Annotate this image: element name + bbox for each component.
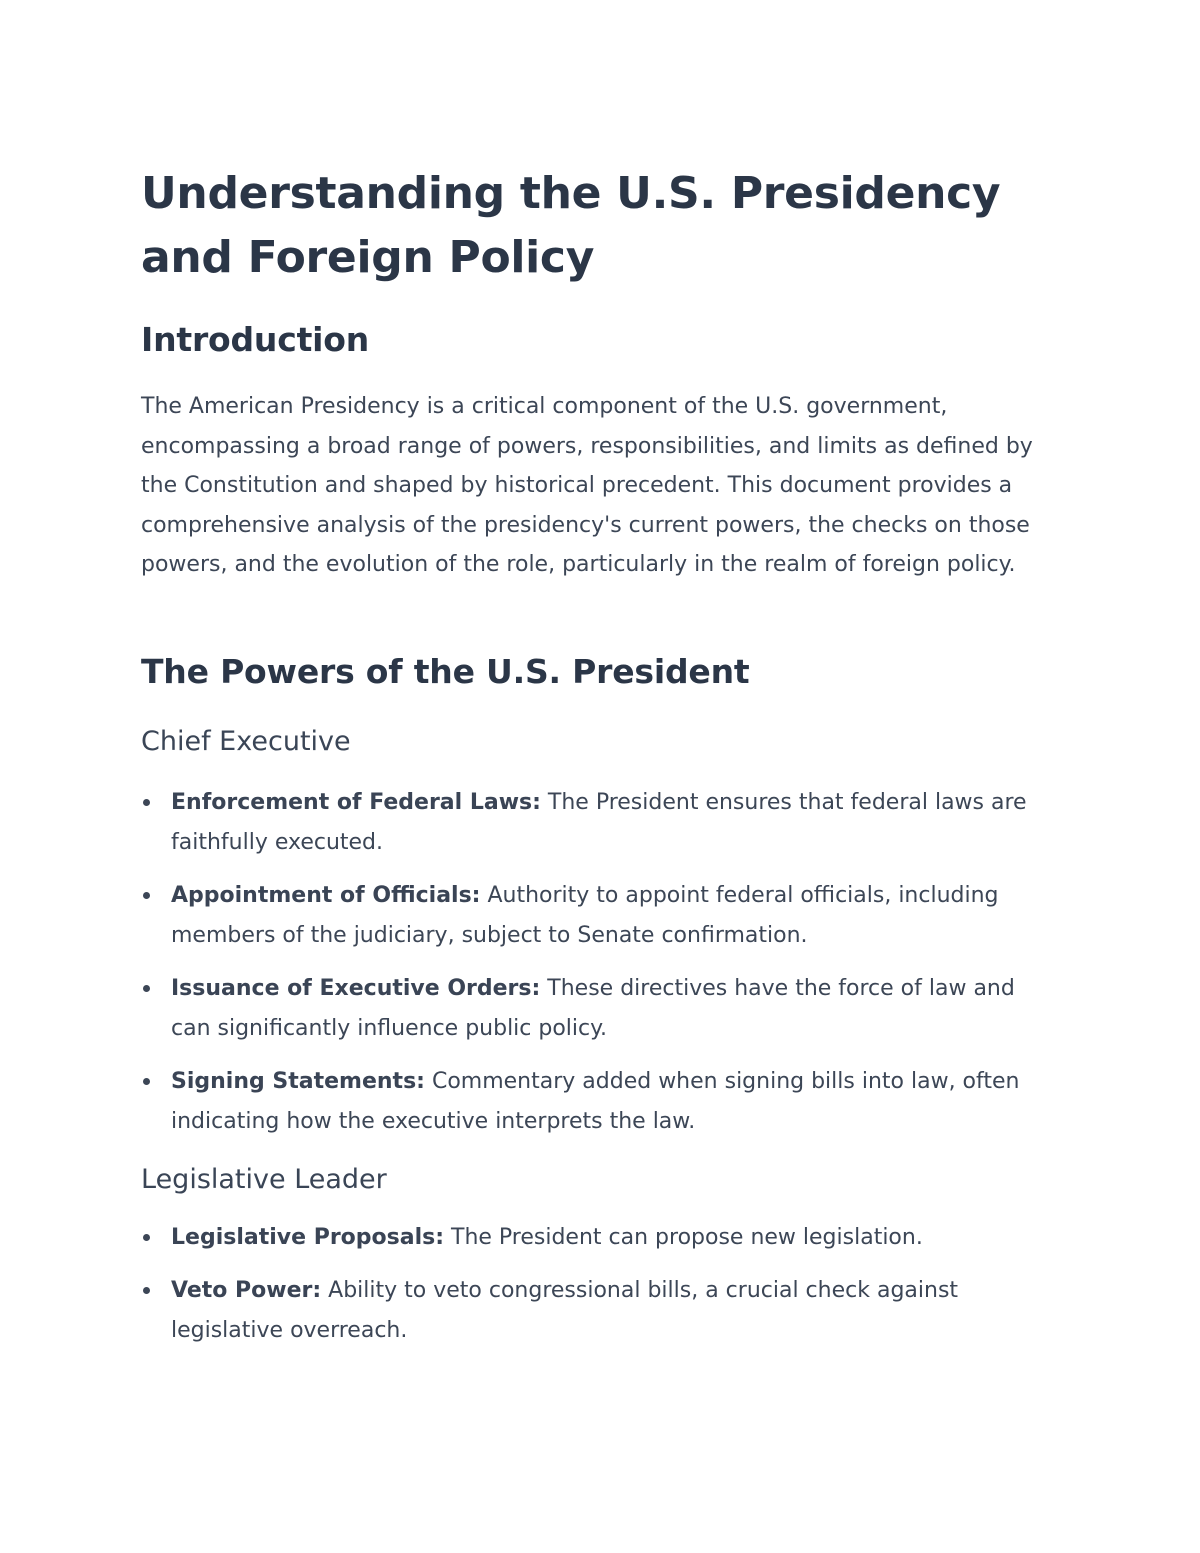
legislative-leader-list	[141, 1218, 1061, 1364]
section-heading-introduction: Introduction	[141, 320, 370, 359]
introduction-paragraph: The American Presidency is a critical component of the U.S. government, encompassing a broad range of powers, responsibilities, and limits as defined by the Constitution and shaped by historical precedent. This document provides a comprehensive analysis of the presidency's current powers, the checks on those powers, and the evolution of the role, particularly in the realm of foreign policy.	[141, 394, 1033, 577]
list-item-term: Signing Statements:	[171, 1069, 425, 1094]
list-item	[141, 783, 1061, 863]
bullet-icon	[143, 1234, 150, 1241]
list-item-term: Enforcement of Federal Laws:	[171, 790, 541, 815]
list-item-term: Issuance of Executive Orders:	[171, 976, 541, 1001]
list-item-text: The President can propose new legislation.	[444, 1225, 923, 1250]
list-item-term: Legislative Proposals:	[171, 1225, 445, 1250]
bullet-icon	[143, 985, 150, 992]
list-item-text: Authority to appoint federal officials, including members of the judiciary, subject to Senate confirmation.	[171, 883, 999, 948]
bullet-icon	[143, 1078, 150, 1085]
bullet-icon	[143, 892, 150, 899]
list-item-text: The President ensures that federal laws are faithfully executed.	[171, 790, 1027, 855]
list-item	[141, 1062, 1061, 1142]
subsection-heading-chief-executive: Chief Executive	[141, 726, 351, 757]
list-item	[141, 969, 1061, 1049]
list-item	[141, 1271, 1061, 1351]
list-item-text: Commentary added when signing bills into law, often indicating how the executive interprets the law.	[171, 1069, 1020, 1134]
bullet-icon	[143, 799, 150, 806]
bullet-icon	[143, 1287, 150, 1294]
subsection-heading-legislative-leader: Legislative Leader	[141, 1164, 387, 1195]
document-title: Understanding the U.S. Presidency and Foreign Policy	[141, 168, 1001, 283]
list-item-term: Veto Power:	[171, 1278, 322, 1303]
list-item-term: Appointment of Officials:	[171, 883, 481, 908]
list-item	[141, 876, 1061, 956]
list-item-text: Ability to veto congressional bills, a crucial check against legislative overreach.	[171, 1278, 959, 1343]
list-item-text: These directives have the force of law and can significantly influence public policy.	[171, 976, 1015, 1041]
list-item	[141, 1218, 1061, 1258]
section-heading-powers: The Powers of the U.S. President	[141, 652, 750, 691]
chief-executive-list	[141, 783, 1061, 1155]
